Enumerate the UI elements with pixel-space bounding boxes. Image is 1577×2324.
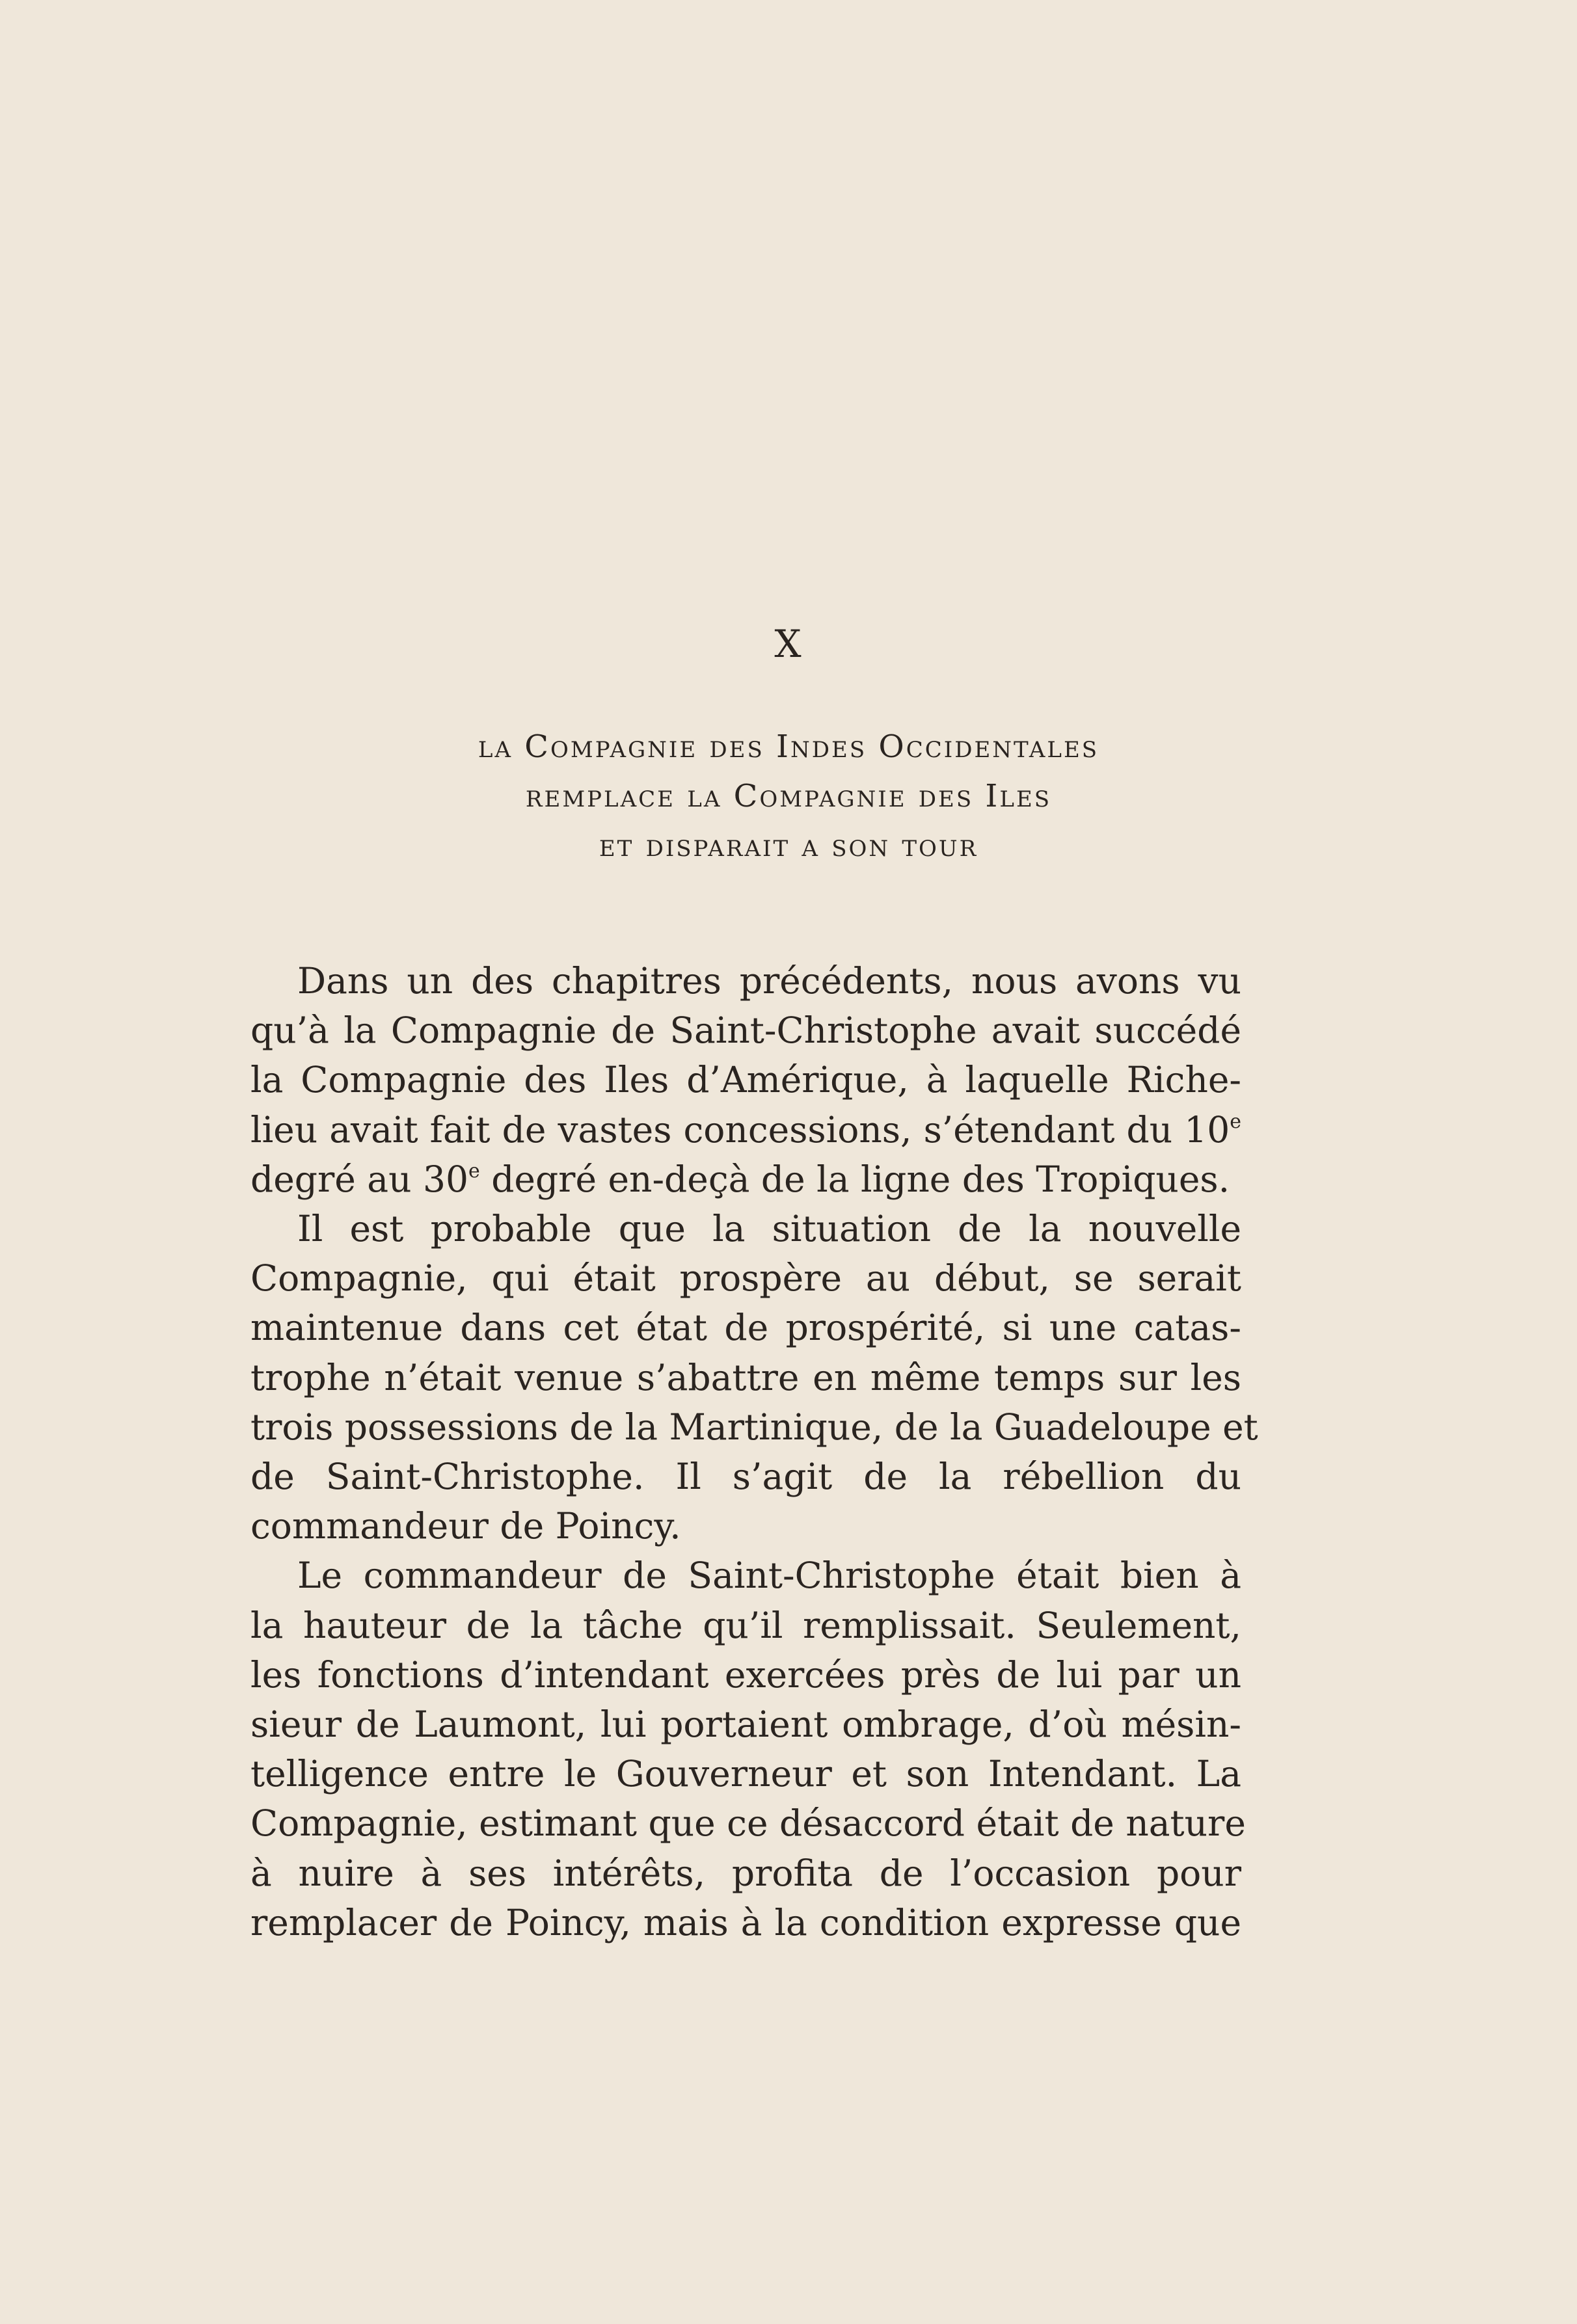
text-line: sieur de Laumont, lui portaient ombrage, d’où mésin-	[250, 1703, 1241, 1746]
text-line: Le commandeur de Saint-Christophe était bien à	[297, 1555, 1241, 1597]
chapter-number: X	[774, 622, 803, 666]
text-line: de Saint-Christophe. Il s’agit de la rébellion du	[250, 1456, 1241, 1498]
paragraph	[250, 1551, 1246, 1947]
text-line: Compagnie, estimant que ce désaccord était de nature	[250, 1802, 1246, 1845]
text-line: les fonctions d’intendant exercées près de lui par un	[250, 1653, 1241, 1696]
text-line: Compagnie, qui était prospère au début, se serait	[250, 1257, 1241, 1300]
text-line: commandeur de Poincy.	[250, 1505, 681, 1547]
chapter-title	[0, 722, 1577, 870]
ordinal-superscript: e	[1230, 1110, 1241, 1133]
text-line-with-superscript	[250, 1105, 1241, 1155]
text-line-part: degré en-deçà de la ligne des Tropiques.	[479, 1158, 1230, 1200]
text-line-part: degré au 30	[250, 1158, 468, 1200]
paragraph	[250, 1204, 1258, 1551]
text-line: Dans un des chapitres précédents, nous avons vu	[297, 960, 1241, 1002]
ordinal-superscript: e	[468, 1159, 480, 1182]
chapter-title-line: la Compagnie des Indes Occidentales	[478, 728, 1099, 765]
chapter-title-line: remplace la Compagnie des Iles	[525, 778, 1052, 814]
text-line: la Compagnie des Iles d’Amérique, à laquelle Riche-	[250, 1059, 1241, 1101]
text-line-with-superscript	[250, 1155, 1241, 1204]
text-line: maintenue dans cet état de prospérité, si une catas-	[250, 1307, 1241, 1349]
text-line: trois possessions de la Martinique, de la Guadeloupe et	[250, 1406, 1258, 1448]
text-line: Il est probable que la situation de la nouvelle	[297, 1208, 1241, 1250]
text-line: qu’à la Compagnie de Saint-Christophe avait succédé	[250, 1009, 1241, 1052]
body-text	[250, 956, 1258, 1947]
paragraph	[250, 956, 1241, 1204]
text-line: telligence entre le Gouverneur et son Intendant. La	[250, 1753, 1241, 1795]
text-line: à nuire à ses intérêts, profita de l’occasion pour	[250, 1852, 1241, 1894]
text-line: trophe n’était venue s’abattre en même temps sur les	[250, 1356, 1241, 1398]
chapter-title-line: et disparait a son tour	[599, 827, 978, 864]
text-line-part: lieu avait fait de vastes concessions, s’étendant du 10	[250, 1108, 1230, 1151]
text-line: remplacer de Poincy, mais à la condition expresse que	[250, 1901, 1241, 1943]
text-line: la hauteur de la tâche qu’il remplissait. Seulement,	[250, 1604, 1241, 1646]
